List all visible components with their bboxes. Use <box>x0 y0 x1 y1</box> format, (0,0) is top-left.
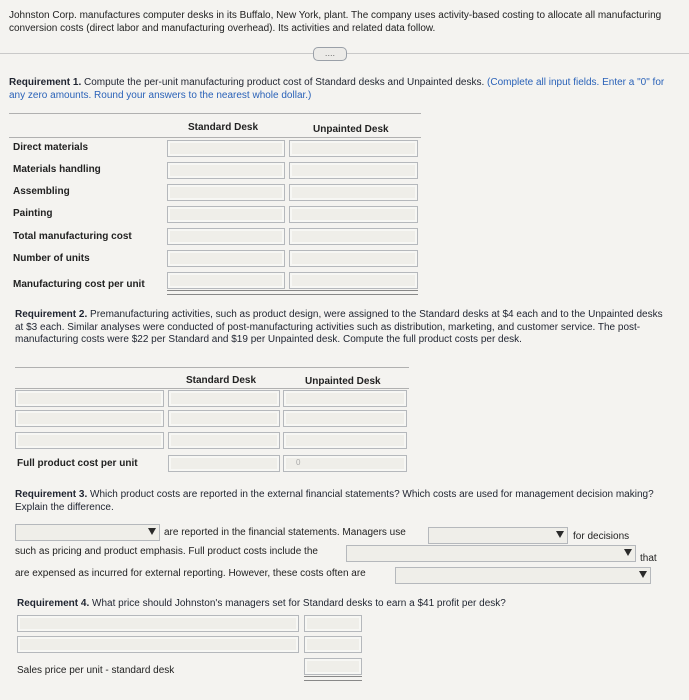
req3-text: Which product costs are reported in the external financial statements? Which costs are used for management decision making? Explain the difference. <box>15 489 654 513</box>
req2-row2-std-input[interactable] <box>168 410 280 427</box>
manager-costs-select[interactable] <box>428 527 568 544</box>
unp-total-manufacturing-cost-input[interactable] <box>289 228 418 245</box>
req2-row2-unp-input[interactable] <box>283 410 407 427</box>
req1-text: Compute the per-unit manufacturing product cost of Standard desks and Unpainted desks. <box>81 77 485 88</box>
req2-row1-unp-input[interactable] <box>283 390 407 407</box>
expand-button[interactable]: .... <box>313 47 347 61</box>
req1-instruction: (Complete all input fields. Enter a "0" for any zero amounts. Round your answers to the nearest whole dollar.) <box>9 77 665 101</box>
placeholder-mark: 0 <box>296 458 301 467</box>
req4-title: Requirement 4. <box>17 598 90 609</box>
chevron-down-icon <box>556 531 564 538</box>
std-cost-per-unit-input[interactable] <box>167 272 285 289</box>
req2-col-standard: Standard Desk <box>186 375 257 386</box>
req2-row1-label-input[interactable] <box>15 390 164 407</box>
chevron-down-icon <box>624 549 632 556</box>
std-number-of-units-input[interactable] <box>167 250 285 267</box>
req2-row3-unp-input[interactable] <box>283 432 407 449</box>
req1-double-underline <box>167 290 418 295</box>
row-label-assembling: Assembling <box>13 186 70 197</box>
row-label-painting: Painting <box>13 208 53 219</box>
req2-prompt <box>15 309 665 347</box>
req1-prompt <box>9 77 677 102</box>
chevron-down-icon <box>639 571 647 578</box>
req1-col-standard: Standard Desk <box>188 122 259 133</box>
row-label-total-manufacturing-cost: Total manufacturing cost <box>13 231 132 242</box>
req3-sentence1b: for decisions <box>573 531 630 542</box>
full-product-cost-label: Full product cost per unit <box>17 458 138 469</box>
sales-price-label: Sales price per unit - standard desk <box>17 665 175 676</box>
req2-col-unpainted: Unpainted Desk <box>305 376 381 387</box>
reported-costs-select[interactable] <box>15 524 160 541</box>
req3-title: Requirement 3. <box>15 489 88 500</box>
unp-painting-input[interactable] <box>289 206 418 223</box>
req2-row3-std-input[interactable] <box>168 432 280 449</box>
chevron-down-icon <box>148 528 156 535</box>
req2-top-rule <box>15 367 409 368</box>
req2-text: Premanufacturing activities, such as product design, were assigned to the Standard desks at $4 each and to the Unpainted desks at $3 each. Similar analyses were conducted of post-manufacturing activities such as distribution, marketing, and customer service. The post-manufacturing costs were $22 per Standard and $19 per Unpainted desk. Compute the full product costs per desk. <box>15 309 663 345</box>
unp-direct-materials-input[interactable] <box>289 140 418 157</box>
unp-number-of-units-input[interactable] <box>289 250 418 267</box>
req1-title: Requirement 1. <box>9 77 82 88</box>
req3-sentence2a: such as pricing and product emphasis. Full product costs include the <box>15 546 318 557</box>
req2-header-rule <box>15 388 409 389</box>
row-label-materials-handling: Materials handling <box>13 164 101 175</box>
req1-top-rule <box>9 113 421 114</box>
req4-prompt <box>17 598 657 611</box>
row-label-manufacturing-cost-per-unit: Manufacturing cost per unit <box>13 279 145 290</box>
unp-cost-per-unit-input[interactable] <box>289 272 418 289</box>
row-label-number-of-units: Number of units <box>13 253 90 264</box>
req3-sentence2b: that <box>640 553 657 564</box>
req4-row2-value-input[interactable] <box>304 636 362 653</box>
std-materials-handling-input[interactable] <box>167 162 285 179</box>
req3-sentence3a: are expensed as incurred for external reporting. However, these costs often are <box>15 568 366 579</box>
req4-double-underline <box>304 676 362 681</box>
req2-row2-label-input[interactable] <box>15 410 164 427</box>
req4-row2-label-input[interactable] <box>17 636 299 653</box>
req4-row1-label-input[interactable] <box>17 615 299 632</box>
row-label-direct-materials: Direct materials <box>13 142 89 153</box>
req1-col-unpainted: Unpainted Desk <box>313 124 389 135</box>
req2-row3-label-input[interactable] <box>15 432 164 449</box>
std-assembling-input[interactable] <box>167 184 285 201</box>
req2-full-cost-unp-input[interactable] <box>283 455 407 472</box>
std-direct-materials-input[interactable] <box>167 140 285 157</box>
req1-header-rule <box>9 137 421 138</box>
unp-assembling-input[interactable] <box>289 184 418 201</box>
sales-price-input[interactable] <box>304 658 362 675</box>
req2-full-cost-std-input[interactable] <box>168 455 280 472</box>
req3-prompt <box>15 489 655 514</box>
full-cost-includes-select[interactable] <box>346 545 636 562</box>
costs-often-are-select[interactable] <box>395 567 651 584</box>
req4-row1-value-input[interactable] <box>304 615 362 632</box>
req4-text: What price should Johnston's managers set for Standard desks to earn a $41 profit per desk? <box>89 598 506 609</box>
req2-row1-std-input[interactable] <box>168 390 280 407</box>
req3-sentence1a: are reported in the financial statements. Managers use <box>164 527 406 538</box>
intro-text: Johnston Corp. manufactures computer desks in its Buffalo, New York, plant. The company uses activity-based costing to allocate all manufacturing conversion costs (direct labor and manufacturing overhead). Its activities and related data follow. <box>9 10 662 34</box>
unp-materials-handling-input[interactable] <box>289 162 418 179</box>
std-total-manufacturing-cost-input[interactable] <box>167 228 285 245</box>
std-painting-input[interactable] <box>167 206 285 223</box>
req2-title: Requirement 2. <box>15 309 88 320</box>
